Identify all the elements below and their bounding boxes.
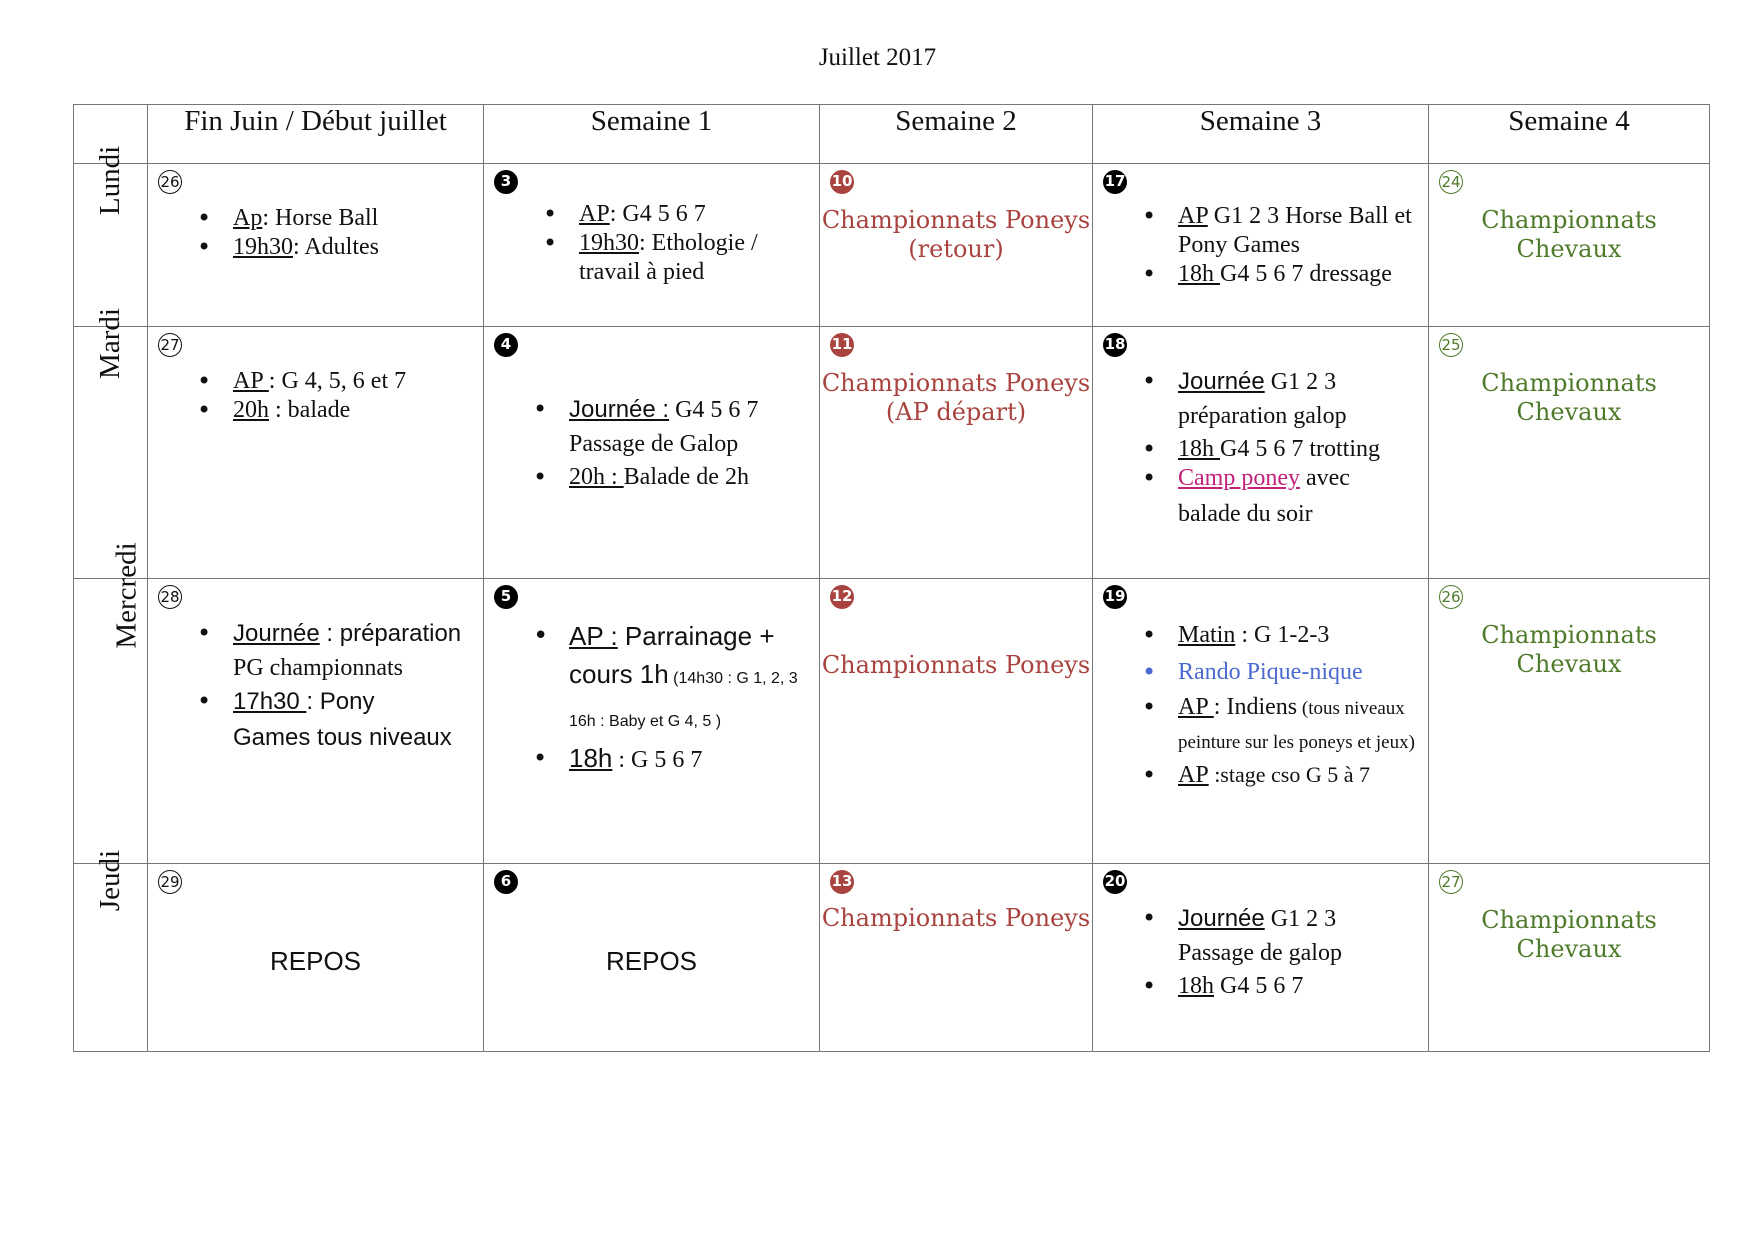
column-header: Semaine 3 [1093,105,1429,164]
date-number: 24 [1439,170,1463,194]
schedule-table [73,104,1710,1052]
date-number: 18 [1103,333,1127,357]
list-item: • Camp poney avec balade du soir [1178,464,1420,535]
list-item: • Journée G1 2 3 préparation galop [1178,367,1420,435]
date-number: 26 [1439,585,1463,609]
schedule-cell [820,579,1093,864]
schedule-cell [148,164,484,327]
event-text: Championnats [1481,206,1657,234]
schedule-cell [1429,327,1710,579]
schedule-cell [1429,864,1710,1052]
event-text: Chevaux [1516,235,1622,263]
date-number: 4 [494,333,518,357]
table-row [74,327,1710,579]
schedule-cell [820,327,1093,579]
event-text: Championnats Poneys [821,206,1091,234]
date-number: 5 [494,585,518,609]
date-number: 26 [158,170,182,194]
event-text: (retour) [908,235,1004,263]
event-text: Championnats Poneys [821,369,1091,397]
column-header: Fin Juin / Début juillet [148,105,484,164]
schedule-cell [148,327,484,579]
list-item: • 20h : Balade de 2h [569,463,811,492]
schedule-cell [1429,579,1710,864]
date-number: 29 [158,870,182,894]
event-text: Championnats Poneys [821,651,1091,679]
list-item: • 18h : G 5 6 7 [569,741,811,777]
date-number: 17 [1103,170,1127,194]
schedule-cell [1093,164,1429,327]
day-cell [74,849,148,1052]
list-item: • Rando Pique-nique [1178,653,1420,691]
table-row [74,164,1710,327]
repos-text: REPOS [269,946,362,976]
schedule-cell [1093,327,1429,579]
date-number: 12 [830,585,854,609]
event-text: Championnats [1481,906,1657,934]
list-item: • 18h G4 5 6 7 [1178,972,1420,1001]
list-item: • AP : Indiens (tous niveaux peinture sur les poneys et jeux) [1178,691,1420,759]
schedule-cell [484,164,820,327]
list-item: • AP G1 2 3 Horse Ball et Pony Games [1178,202,1420,260]
list-item: • 20h : balade [233,396,475,425]
date-number: 20 [1103,870,1127,894]
date-number: 27 [1439,870,1463,894]
event-text: Chevaux [1516,650,1622,678]
date-number: 19 [1103,585,1127,609]
event-text: Championnats [1481,369,1657,397]
schedule-cell [484,579,820,864]
list-item: • Journée : G4 5 6 7 Passage de Galop [569,395,811,463]
list-item: • Journée : préparation PG championnats [233,619,475,687]
day-label: Mercredi [110,542,143,649]
list-item: • 17h30 : Pony Games tous niveaux [233,687,475,759]
day-label: Mardi [94,308,126,379]
schedule-cell [484,864,820,1052]
day-label: Lundi [94,145,126,216]
list-item: • Matin : G 1-2-3 [1178,617,1420,653]
date-number: 11 [830,333,854,357]
table-row [74,579,1710,864]
schedule-cell [1093,864,1429,1052]
repos-text: REPOS [605,946,698,976]
date-number: 27 [158,333,182,357]
date-number: 13 [830,870,854,894]
list-item: • AP :stage cso G 5 à 7 [1178,759,1420,791]
camp-poney-link: Camp poney [1178,465,1300,491]
day-label: Jeudi [94,849,126,912]
date-number: 25 [1439,333,1463,357]
schedule-cell [484,327,820,579]
list-item: • AP : G 4, 5, 6 et 7 [233,367,475,396]
table-row [74,864,1710,1052]
schedule-cell [148,579,484,864]
day-cell [74,308,148,579]
list-item: • AP: G4 5 6 7 [579,200,811,229]
event-text: Chevaux [1516,935,1622,963]
schedule-cell [1093,579,1429,864]
list-item: • 19h30: Adultes [233,233,475,262]
day-cell [74,145,148,327]
date-number: 3 [494,170,518,194]
header-row [74,105,1710,164]
list-item: • 18h G4 5 6 7 trotting [1178,435,1420,464]
list-item: • 18h G4 5 6 7 dressage [1178,260,1420,289]
list-item: • AP : Parrainage + cours 1h (14h30 : G 1, 2, 3 16h : Baby et G 4, 5 ) [569,617,811,741]
list-item: • Ap: Horse Ball [233,204,475,233]
schedule-cell [820,164,1093,327]
event-text: Chevaux [1516,398,1622,426]
event-text: (AP départ) [885,398,1027,426]
schedule-cell [1429,164,1710,327]
page-title: Juillet 2017 [818,44,937,71]
schedule-cell [820,864,1093,1052]
schedule-cell [148,864,484,1052]
column-header: Semaine 2 [820,105,1093,164]
column-header: Semaine 1 [484,105,820,164]
list-item: • Journée G1 2 3 Passage de galop [1178,904,1420,972]
column-header: Semaine 4 [1429,105,1710,164]
list-item: • 19h30: Ethologie / travail à pied [579,229,811,287]
date-number: 28 [158,585,182,609]
event-text: Championnats [1481,621,1657,649]
date-number: 10 [830,170,854,194]
event-text: Championnats Poneys [821,904,1091,932]
date-number: 6 [494,870,518,894]
day-cell [74,542,148,864]
